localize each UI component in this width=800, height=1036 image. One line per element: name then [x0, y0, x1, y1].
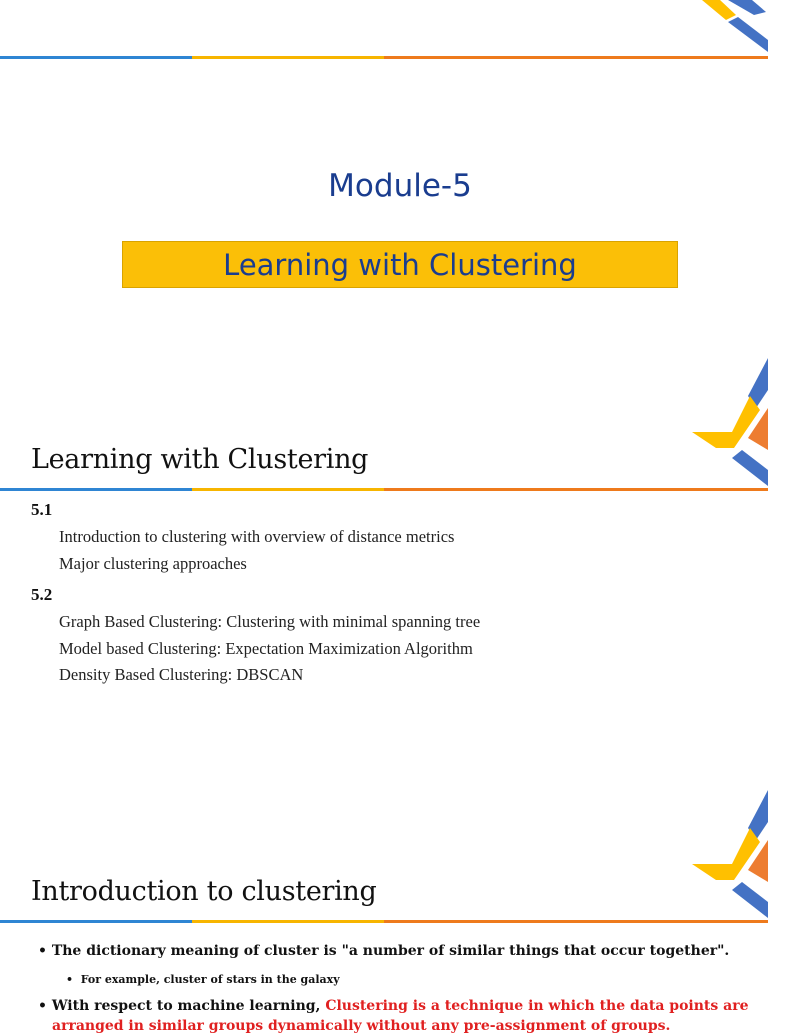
bullet-text: The dictionary meaning of cluster is "a number of similar things that occur together".: [51, 943, 730, 959]
bullet-item: [38, 996, 758, 1036]
slide-heading: Introduction to clustering: [31, 876, 377, 907]
bullet-icon: •: [66, 973, 81, 986]
title-slide: [0, 0, 768, 358]
sub-bullet-item: [66, 973, 340, 986]
section-number: 5.1: [31, 500, 53, 519]
heading-divider: [0, 488, 768, 491]
bullet-item: [38, 943, 729, 959]
bullet-icon: •: [38, 943, 52, 959]
corner-decoration-top: [698, 0, 768, 58]
banner-title: Learning with Clustering: [223, 247, 577, 282]
slide-heading: Learning with Clustering: [31, 444, 369, 475]
module-title: Module-5: [328, 168, 472, 204]
bullet-text: With respect to machine learning,: [51, 998, 321, 1014]
heading-divider: [0, 920, 768, 923]
corner-decoration: [688, 790, 768, 922]
bullet-highlight-continued: arranged in similar groups dynamically without any pre-assignment of groups.: [52, 1018, 671, 1034]
header-divider: [0, 56, 768, 59]
bullet-text: For example, cluster of stars in the galaxy: [80, 973, 340, 986]
title-banner: [122, 241, 678, 288]
outline-item: Model based Clustering: Expectation Maximization Algorithm: [59, 639, 473, 658]
outline-slide: [0, 358, 768, 790]
corner-decoration: [688, 358, 768, 490]
outline-item: Density Based Clustering: DBSCAN: [59, 665, 304, 684]
bullet-icon: •: [38, 998, 52, 1014]
outline-item: Introduction to clustering with overview of distance metrics: [59, 527, 455, 546]
outline-item: Graph Based Clustering: Clustering with minimal spanning tree: [59, 612, 481, 631]
section-number: 5.2: [31, 585, 53, 604]
bullet-highlight: Clustering is a technique in which the data points are: [325, 998, 749, 1014]
intro-slide: [0, 790, 768, 1034]
outline-item: Major clustering approaches: [59, 554, 247, 573]
